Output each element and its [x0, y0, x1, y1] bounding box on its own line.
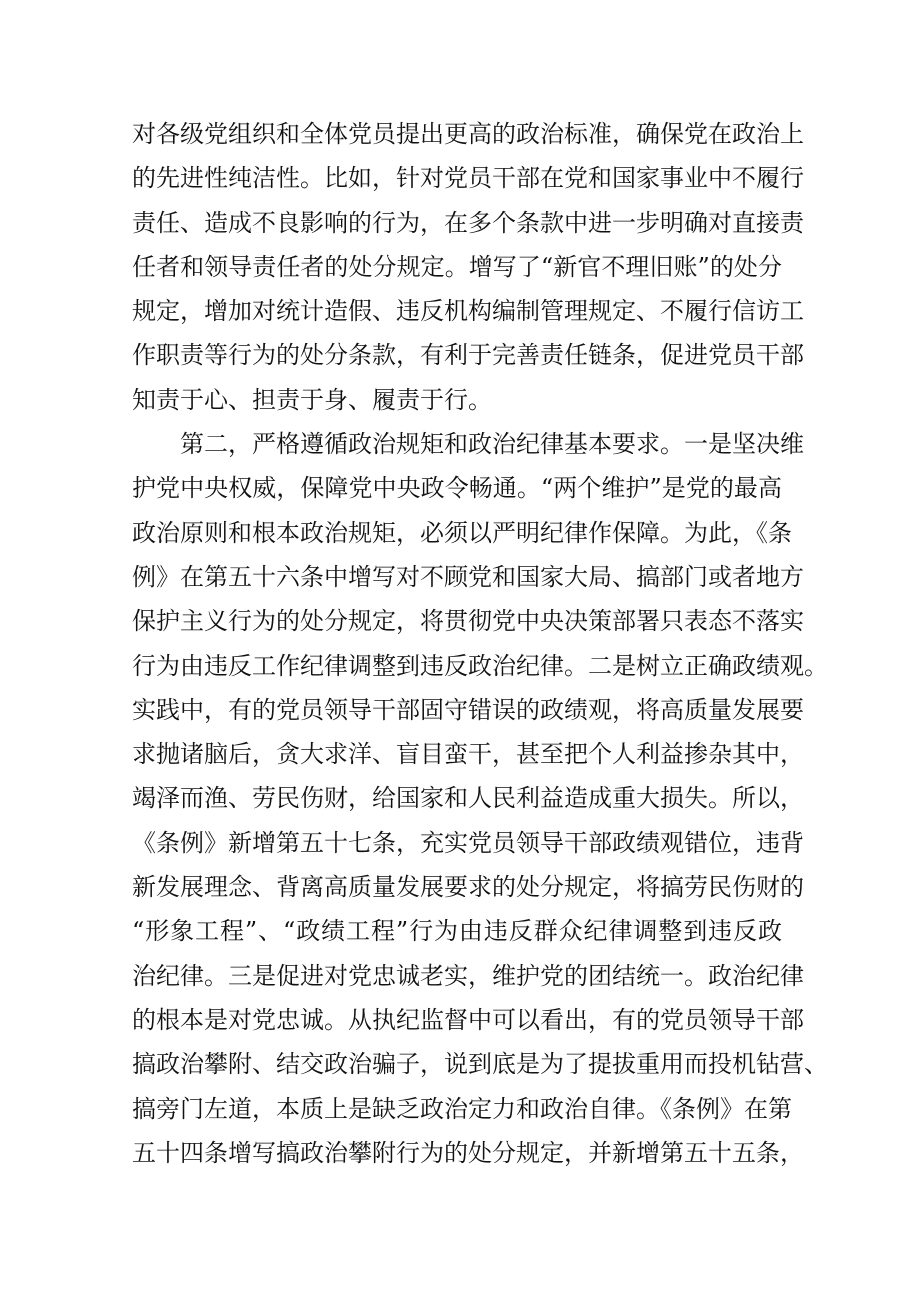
paragraph-line: 行为由违反工作纪律调整到违反政治纪律。二是树立正确政绩观。: [132, 651, 828, 680]
paragraph-line: 对各级党组织和全体党员提出更高的政治标准，确保党在政治上: [132, 120, 804, 148]
paragraph-line: 《条例》新增第五十七条，充实党员领导干部政绩观错位，违背: [132, 828, 804, 857]
paragraph-line: 规定，增加对统计造假、违反机构编制管理规定、不履行信访工: [132, 297, 804, 326]
paragraph-line: 五十四条增写搞政治攀附行为的处分规定，并新增第五十五条，: [132, 1138, 804, 1167]
paragraph-line: 求抛诸脑后，贪大求洋、盲目蛮干，甚至把个人利益掺杂其中，: [132, 740, 804, 769]
body-text: [132, 112, 828, 1175]
paragraph-line: 知责于心、担责于身、履责于行。: [132, 385, 492, 414]
paragraph-line: 作职责等行为的处分条款，有利于完善责任链条，促进党员干部: [132, 341, 804, 370]
paragraph-first-line: 第二，严格遵循政治规矩和政治纪律基本要求。一是坚决维: [180, 430, 804, 459]
paragraph-line: 搞政治攀附、结交政治骗子，说到底是为了提拔重用而投机钻营、: [132, 1050, 828, 1079]
paragraph-line: 的先进性纯洁性。比如，针对党员干部在党和国家事业中不履行: [132, 164, 804, 193]
paragraph-line: 竭泽而渔、劳民伤财，给国家和人民利益造成重大损失。所以，: [132, 784, 804, 813]
paragraph-line: 搞旁门左道，本质上是缺乏政治定力和政治自律。《条例》在第: [132, 1094, 792, 1123]
paragraph-line: “形象工程”、“政绩工程”行为由违反群众纪律调整到违反政: [132, 917, 782, 946]
paragraph-line: 任者和领导责任者的处分规定。增写了“新官不理旧账”的处分: [132, 252, 782, 281]
paragraph-line: 实践中，有的党员领导干部固守错误的政绩观，将高质量发展要: [132, 695, 804, 724]
paragraph-line: 护党中央权威，保障党中央政令畅通。“两个维护”是党的最高: [132, 474, 782, 503]
paragraph-line: 例》在第五十六条中增写对不顾党和国家大局、搞部门或者地方: [132, 562, 804, 591]
paragraph-line: 政治原则和根本政治规矩，必须以严明纪律作保障。为此，《条: [132, 518, 792, 547]
paragraph-line: 新发展理念、背离高质量发展要求的处分规定，将搞劳民伤财的: [132, 873, 804, 902]
paragraph-line: 治纪律。三是促进对党忠诚老实，维护党的团结统一。政治纪律: [132, 961, 804, 990]
paragraph-line: 保护主义行为的处分规定，将贯彻党中央决策部署只表态不落实: [132, 607, 804, 636]
paragraph-line: 责任、造成不良影响的行为，在多个条款中进一步明确对直接责: [132, 208, 804, 237]
paragraph-line: 的根本是对党忠诚。从执纪监督中可以看出，有的党员领导干部: [132, 1005, 804, 1034]
